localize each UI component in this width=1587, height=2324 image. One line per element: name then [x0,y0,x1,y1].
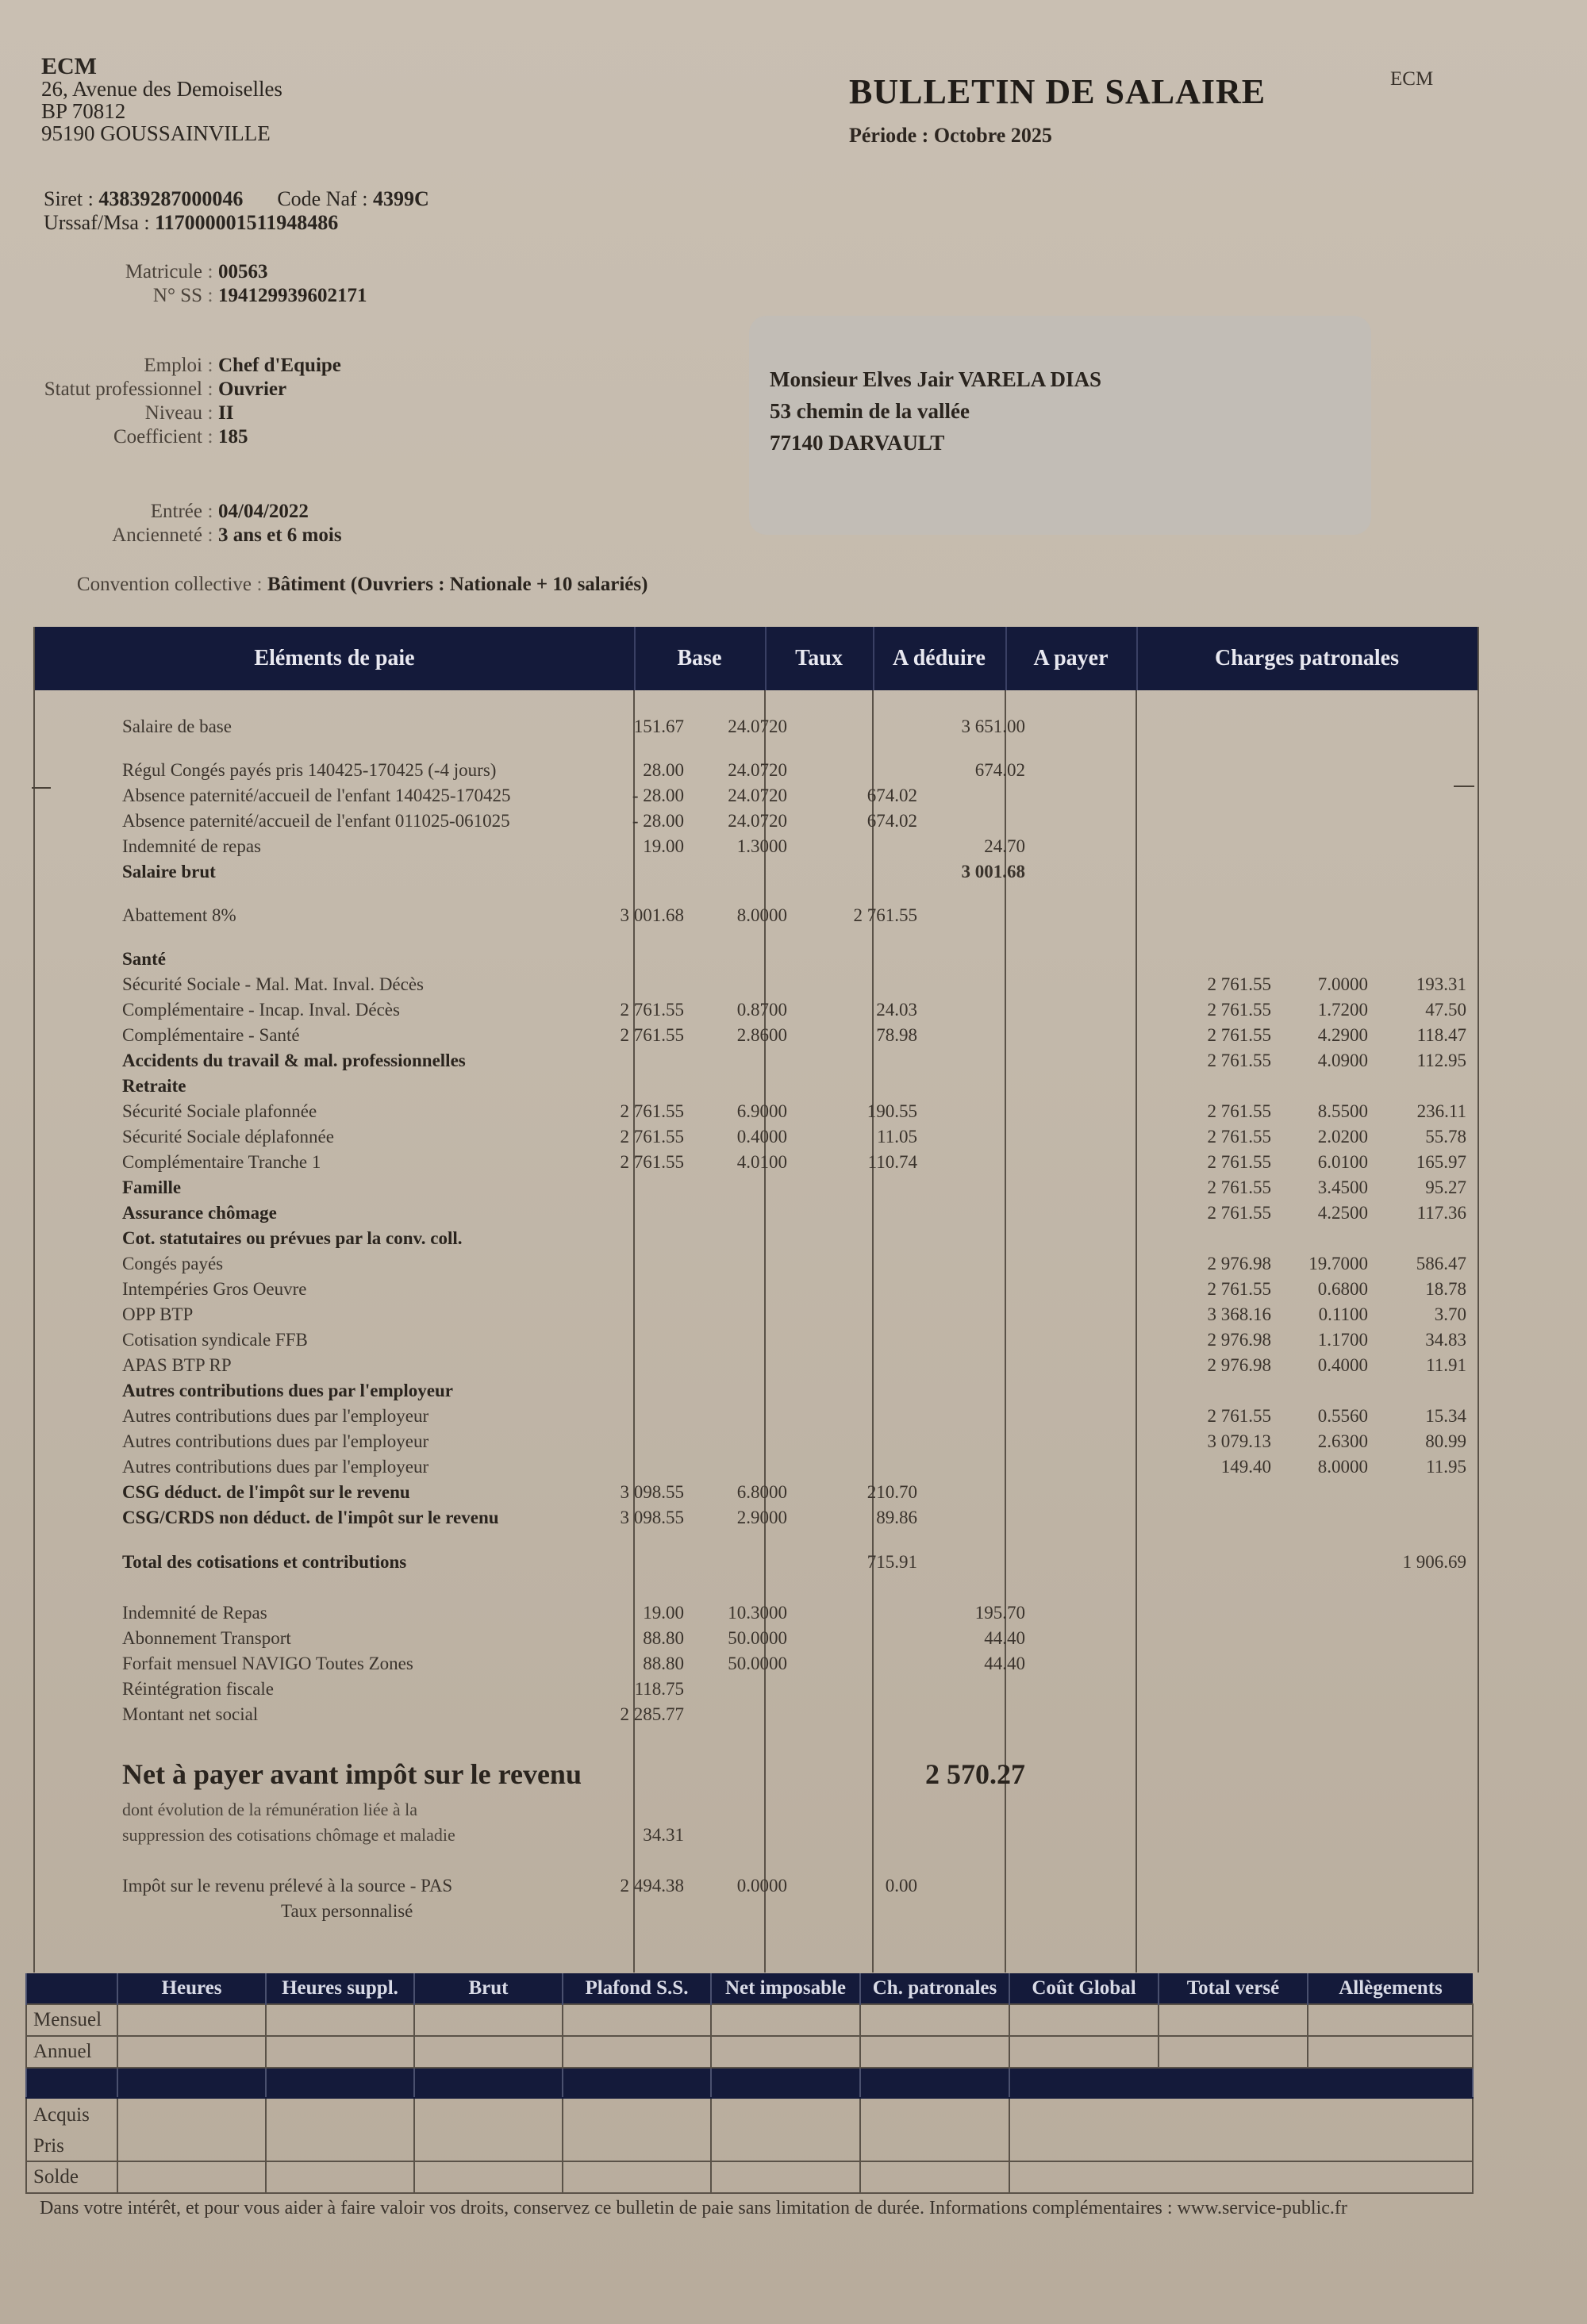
row-label: Complémentaire Tranche 1 [122,1152,321,1172]
convention-value: Bâtiment (Ouvriers : Nationale + 10 salariés) [267,574,648,595]
info-separator: : [207,501,213,522]
cell-ded: 78.98 [876,1025,917,1045]
summary-header: Total versé [1159,1973,1308,2004]
cell-pt: 7.0000 [1317,974,1368,994]
cell-base: 28.00 [643,760,684,780]
cell-base: 88.80 [643,1654,684,1673]
row-label: Congés payés [122,1254,224,1273]
cell-ded: 89.86 [876,1508,917,1527]
table-row [35,1480,1477,1505]
row-label: Cotisation syndicale FFB [122,1330,308,1350]
cell-pm: 165.97 [1416,1152,1466,1172]
cell-pm: 55.78 [1425,1127,1466,1147]
info-separator: : [207,285,213,306]
cell-pm: 3.70 [1434,1304,1466,1324]
info-label: Niveau [144,402,202,424]
cell-taux: 24.0720 [728,760,787,780]
header-a-deduire: A déduire [873,627,1007,690]
cell-pm: 1 906.69 [1402,1552,1466,1572]
row-label: Salaire de base [122,716,232,736]
row-label: Total des cotisations et contributions [122,1552,407,1572]
info-row [8,401,341,425]
info-label: Coefficient [113,426,202,448]
convention-label: Convention collective [76,574,252,595]
leave-header-band [26,2068,1473,2098]
header-taux: Taux [765,627,874,690]
table-row [35,1048,1477,1074]
cell-pay: 195.70 [974,1603,1025,1623]
cell-pb: 2 761.55 [1207,1127,1271,1147]
row-label: Indemnité de repas [122,836,261,856]
cell-pm: 80.99 [1425,1431,1466,1451]
table-row [35,809,1477,834]
cell-pm: 236.11 [1416,1101,1466,1121]
row-label: Indemnité de Repas [122,1603,267,1623]
cell-base: 2 761.55 [620,1152,684,1172]
cell-base: 19.00 [643,1603,684,1623]
info-value: 04/04/2022 [218,501,309,522]
row-label: Cot. statutaires ou prévues par la conv. coll. [122,1228,463,1248]
cell-base: 2 494.38 [620,1876,684,1896]
recipient-address [770,363,1101,459]
info-label: Emploi [144,355,202,376]
cell-pt: 4.2900 [1317,1025,1368,1045]
employer-address-line: 26, Avenue des Demoiselles [41,77,282,101]
row-label: Pris [26,2132,117,2161]
cell-taux: 0.0000 [736,1876,787,1896]
cell-pay: 44.40 [984,1628,1025,1648]
row-label: Autres contributions dues par l'employeur [122,1457,429,1477]
row-label: Complémentaire - Santé [122,1025,300,1045]
row-label: Annuel [26,2036,117,2068]
summary-row-mensuel [26,2004,1473,2036]
fold-mark [1454,786,1474,787]
info-value: Ouvrier [218,378,287,400]
cell-pm: 18.78 [1425,1279,1466,1299]
page-title: BULLETIN DE SALAIRE [849,72,1266,111]
info-label: Entrée [150,501,202,522]
cell-pt: 0.1100 [1318,1304,1368,1324]
info-row [8,284,367,308]
table-row [35,1797,1477,1823]
cell-taux: 1.3000 [736,836,787,856]
table-row [35,947,1477,972]
table-row [35,1327,1477,1353]
table-row [35,859,1477,885]
row-label: CSG déduct. de l'impôt sur le revenu [122,1482,410,1502]
cell-pt: 0.4000 [1317,1355,1368,1375]
summary-header: Plafond S.S. [563,1973,711,2004]
table-row [35,997,1477,1023]
row-label: Accidents du travail & mal. professionnelles [122,1051,466,1070]
summary-header: Net imposable [711,1973,860,2004]
table-row [35,1353,1477,1378]
cell-ded: 715.91 [867,1552,917,1572]
row-label: Assurance chômage [122,1203,277,1223]
table-row [35,1277,1477,1302]
table-row [35,972,1477,997]
info-value: Chef d'Equipe [218,355,341,376]
info-row [8,378,341,401]
row-label: Montant net social [122,1704,259,1724]
cell-pm: 11.91 [1426,1355,1466,1375]
cell-pt: 2.0200 [1317,1127,1368,1147]
cell-taux: 4.0100 [736,1152,787,1172]
corner-company-code: ECM [1390,68,1434,90]
cell-pb: 3 079.13 [1207,1431,1271,1451]
row-label: Abonnement Transport [122,1628,291,1648]
row-label: Impôt sur le revenu prélevé à la source - PAS [122,1876,453,1896]
cell-taux: 50.0000 [728,1628,787,1648]
info-separator: : [207,524,213,546]
row-label: Complémentaire - Incap. Inval. Décès [122,1000,400,1020]
table-row [35,1823,1477,1848]
row-label: dont évolution de la rémunération liée à la [122,1800,418,1819]
info-row [8,500,342,524]
cell-taux: 0.4000 [736,1127,787,1147]
row-label: Absence paternité/accueil de l'enfant 140425-170425 [122,786,511,805]
cell-pay: 2 570.27 [925,1758,1025,1790]
cell-pm: 34.83 [1425,1330,1466,1350]
summary-header: Heures [117,1973,266,2004]
table-row [35,783,1477,809]
row-label: Net à payer avant impôt sur le revenu [122,1758,582,1790]
info-separator: : [207,402,213,424]
row-label: Forfait mensuel NAVIGO Toutes Zones [122,1654,413,1673]
cell-taux: 0.8700 [736,1000,787,1020]
cell-pb: 149.40 [1220,1457,1271,1477]
cell-ded: 24.03 [876,1000,917,1020]
cell-base: 2 761.55 [620,1000,684,1020]
cell-taux: 6.9000 [736,1101,787,1121]
table-row [35,1505,1477,1531]
table-row [35,903,1477,928]
table-row [35,1626,1477,1651]
row-label: Sécurité Sociale plafonnée [122,1101,317,1121]
employer-name: ECM [41,53,97,79]
legal-footer: Dans votre intérêt, et pour vous aider à faire valoir vos droits, conservez ce bulletin de paie sans limitation de durée. Informations complémentaires : www.service-public.fr [40,2198,1347,2218]
header-a-payer: A payer [1005,627,1138,690]
table-row [35,1429,1477,1454]
row-label: Taux personnalisé [281,1901,413,1921]
collective-agreement [67,573,647,597]
table-row [35,1074,1477,1099]
cell-ded: 190.55 [867,1101,917,1121]
employee-job [8,354,341,449]
cell-pt: 4.2500 [1317,1203,1368,1223]
cell-pay: 44.40 [984,1654,1025,1673]
cell-pb: 2 761.55 [1207,1177,1271,1197]
cell-ded: 11.05 [877,1127,917,1147]
row-label: Autres contributions dues par l'employeur [122,1406,429,1426]
summary-header-row [26,1973,1473,2004]
table-row [35,1702,1477,1727]
info-row [8,354,341,378]
cell-taux: 24.0720 [728,716,787,736]
summary-header: Heures suppl. [266,1973,414,2004]
table-row [35,1454,1477,1480]
cell-pt: 8.5500 [1317,1101,1368,1121]
cell-ded: 210.70 [867,1482,917,1502]
summary-header: Brut [414,1973,563,2004]
siret-label: Siret : [44,187,94,210]
info-value: II [218,402,234,424]
cell-pt: 6.0100 [1317,1152,1368,1172]
row-label: Régul Congés payés pris 140425-170425 (-4 jours) [122,760,497,780]
header-elements: Eléments de paie [35,627,636,690]
table-row [35,1600,1477,1626]
row-label: Famille [122,1177,182,1197]
employer-address-line: BP 70812 [41,99,126,123]
cell-base: - 28.00 [632,811,684,831]
row-label: APAS BTP RP [122,1355,232,1375]
cell-pm: 47.50 [1425,1000,1466,1020]
table-row [35,1099,1477,1124]
table-row [35,1175,1477,1200]
employer-block [41,53,282,145]
summary-header: Ch. patronales [860,1973,1009,2004]
table-row [35,758,1477,783]
cell-pb: 2 761.55 [1207,1406,1271,1426]
row-label: CSG/CRDS non déduct. de l'impôt sur le revenu [122,1508,499,1527]
info-value: 185 [218,426,248,448]
row-label: OPP BTP [122,1304,194,1324]
table-row [35,834,1477,859]
cell-base: 2 761.55 [620,1127,684,1147]
cell-pay: 674.02 [974,760,1025,780]
cell-pm: 118.47 [1416,1025,1466,1045]
cell-pm: 112.95 [1416,1051,1466,1070]
row-label: Intempéries Gros Oeuvre [122,1279,307,1299]
recipient-name: Monsieur Elves Jair VARELA DIAS [770,367,1102,391]
table-row [35,1251,1477,1277]
cell-base: 3 098.55 [620,1482,684,1502]
cell-pay: 3 651.00 [961,716,1025,736]
cell-pm: 15.34 [1425,1406,1466,1426]
table-row [35,714,1477,739]
row-label: Abattement 8% [122,905,236,925]
table-row [35,1150,1477,1175]
cell-pb: 2 761.55 [1207,1203,1271,1223]
table-row [35,1404,1477,1429]
row-label: Réintégration fiscale [122,1679,274,1699]
info-label: Statut professionnel [44,378,202,400]
cell-pb: 2 761.55 [1207,1279,1271,1299]
row-label: Retraite [122,1076,186,1096]
table-row [35,1550,1477,1575]
employee-ids [8,260,367,308]
info-separator: : [207,261,213,282]
info-separator: : [207,426,213,448]
pay-table-header [35,627,1477,690]
recipient-city: 77140 DARVAULT [770,431,945,455]
cell-pb: 2 976.98 [1207,1254,1271,1273]
info-row [8,260,367,284]
cell-pt: 19.7000 [1308,1254,1368,1273]
employer-ids [44,187,429,235]
table-row [35,1378,1477,1404]
cell-pt: 8.0000 [1317,1457,1368,1477]
cell-ded: 2 761.55 [853,905,917,925]
cell-taux: 24.0720 [728,811,787,831]
summary-table [25,1973,1472,2194]
info-separator: : [207,378,213,400]
cell-base: - 28.00 [632,786,684,805]
header-charges-patronales: Charges patronales [1214,646,1400,670]
header-base: Base [634,627,767,690]
row-label: Autres contributions dues par l'employeur [122,1431,429,1451]
row-label: Salaire brut [122,862,216,882]
row-label: Sécurité Sociale déplafonnée [122,1127,334,1147]
table-row [35,1873,1477,1899]
siret-value: 43839287000046 [98,187,244,210]
info-label: Matricule [125,261,202,282]
cell-base: 3 098.55 [620,1508,684,1527]
cell-pt: 1.7200 [1317,1000,1368,1020]
table-row [35,1226,1477,1251]
cell-base: 2 761.55 [620,1101,684,1121]
info-value: 194129939602171 [218,285,367,306]
cell-pt: 0.6800 [1317,1279,1368,1299]
urssaf-label: Urssaf/Msa : [44,211,150,234]
cell-pt: 0.5560 [1317,1406,1368,1426]
cell-taux: 24.0720 [728,786,787,805]
cell-base: 88.80 [643,1628,684,1648]
row-label: suppression des cotisations chômage et maladie [122,1825,455,1845]
cell-base: 2 761.55 [620,1025,684,1045]
period [849,124,1052,148]
cell-taux: 2.8600 [736,1025,787,1045]
cell-pb: 3 368.16 [1207,1304,1271,1324]
row-label: Autres contributions dues par l'employeur [122,1381,454,1400]
leave-row-solde [26,2161,1473,2193]
info-separator: : [207,355,213,376]
table-row [35,1124,1477,1150]
info-label: N° SS [152,285,202,306]
cell-base: 151.67 [633,716,684,736]
row-label: Solde [26,2161,117,2193]
cell-taux: 50.0000 [728,1654,787,1673]
fold-mark [32,787,51,789]
cell-ded: 674.02 [867,811,917,831]
info-separator: : [256,574,263,595]
period-value: Octobre 2025 [933,124,1052,147]
cell-pay: 3 001.68 [961,862,1025,882]
cell-pt: 4.0900 [1317,1051,1368,1070]
row-label: Absence paternité/accueil de l'enfant 011025-061025 [122,811,510,831]
info-row [8,425,341,449]
employee-dates [8,500,342,547]
cell-base: 34.31 [643,1825,684,1845]
cell-ded: 674.02 [867,786,917,805]
cell-pm: 11.95 [1426,1457,1466,1477]
employer-address-line: 95190 GOUSSAINVILLE [41,121,271,145]
table-row [35,1758,1477,1790]
cell-taux: 8.0000 [736,905,787,925]
cell-pb: 2 761.55 [1207,1101,1271,1121]
cell-base: 2 285.77 [620,1704,684,1724]
table-row [35,1023,1477,1048]
cell-base: 3 001.68 [620,905,684,925]
row-label: Mensuel [26,2004,117,2036]
info-value: 3 ans et 6 mois [218,524,342,546]
cell-pb: 2 976.98 [1207,1330,1271,1350]
info-row [8,524,342,547]
cell-pm: 117.36 [1416,1203,1466,1223]
period-label: Période : [849,124,929,147]
summary-header [26,1973,117,2004]
info-value: 00563 [218,261,268,282]
naf-label: Code Naf : [277,187,368,210]
naf-value: 4399C [372,187,429,210]
cell-pay: 24.70 [984,836,1025,856]
recipient-street: 53 chemin de la vallée [770,399,970,423]
row-label: Sécurité Sociale - Mal. Mat. Inval. Décès [122,974,425,994]
cell-ded: 110.74 [867,1152,917,1172]
cell-pm: 193.31 [1416,974,1466,994]
pay-elements-table [33,627,1479,1973]
table-row [35,1302,1477,1327]
cell-pm: 586.47 [1416,1254,1466,1273]
summary-header: Coût Global [1009,1973,1159,2004]
cell-taux: 10.3000 [728,1603,787,1623]
cell-pb: 2 761.55 [1207,1152,1271,1172]
cell-pm: 95.27 [1425,1177,1466,1197]
cell-base: 19.00 [643,836,684,856]
cell-pb: 2 761.55 [1207,1000,1271,1020]
cell-ded: 0.00 [885,1876,917,1896]
cell-pt: 1.1700 [1317,1330,1368,1350]
cell-pt: 3.4500 [1317,1177,1368,1197]
info-label: Ancienneté [112,524,202,546]
summary-header: Allègements [1308,1973,1473,2004]
cell-taux: 2.9000 [736,1508,787,1527]
row-label: Acquis [26,2098,117,2132]
cell-pb: 2 761.55 [1207,1025,1271,1045]
summary-row-annuel [26,2036,1473,2068]
cell-pt: 2.6300 [1317,1431,1368,1451]
table-row [35,1200,1477,1226]
cell-pb: 2 976.98 [1207,1355,1271,1375]
row-label: Santé [122,949,166,969]
cell-pb: 2 761.55 [1207,1051,1271,1070]
table-row [35,1899,1477,1924]
urssaf-value: 117000001511948486 [155,211,339,234]
table-row [35,1677,1477,1702]
table-row [35,1651,1477,1677]
cell-base: 118.75 [634,1679,684,1699]
cell-pb: 2 761.55 [1207,974,1271,994]
leave-row-acquis [26,2098,1473,2132]
cell-taux: 6.8000 [736,1482,787,1502]
